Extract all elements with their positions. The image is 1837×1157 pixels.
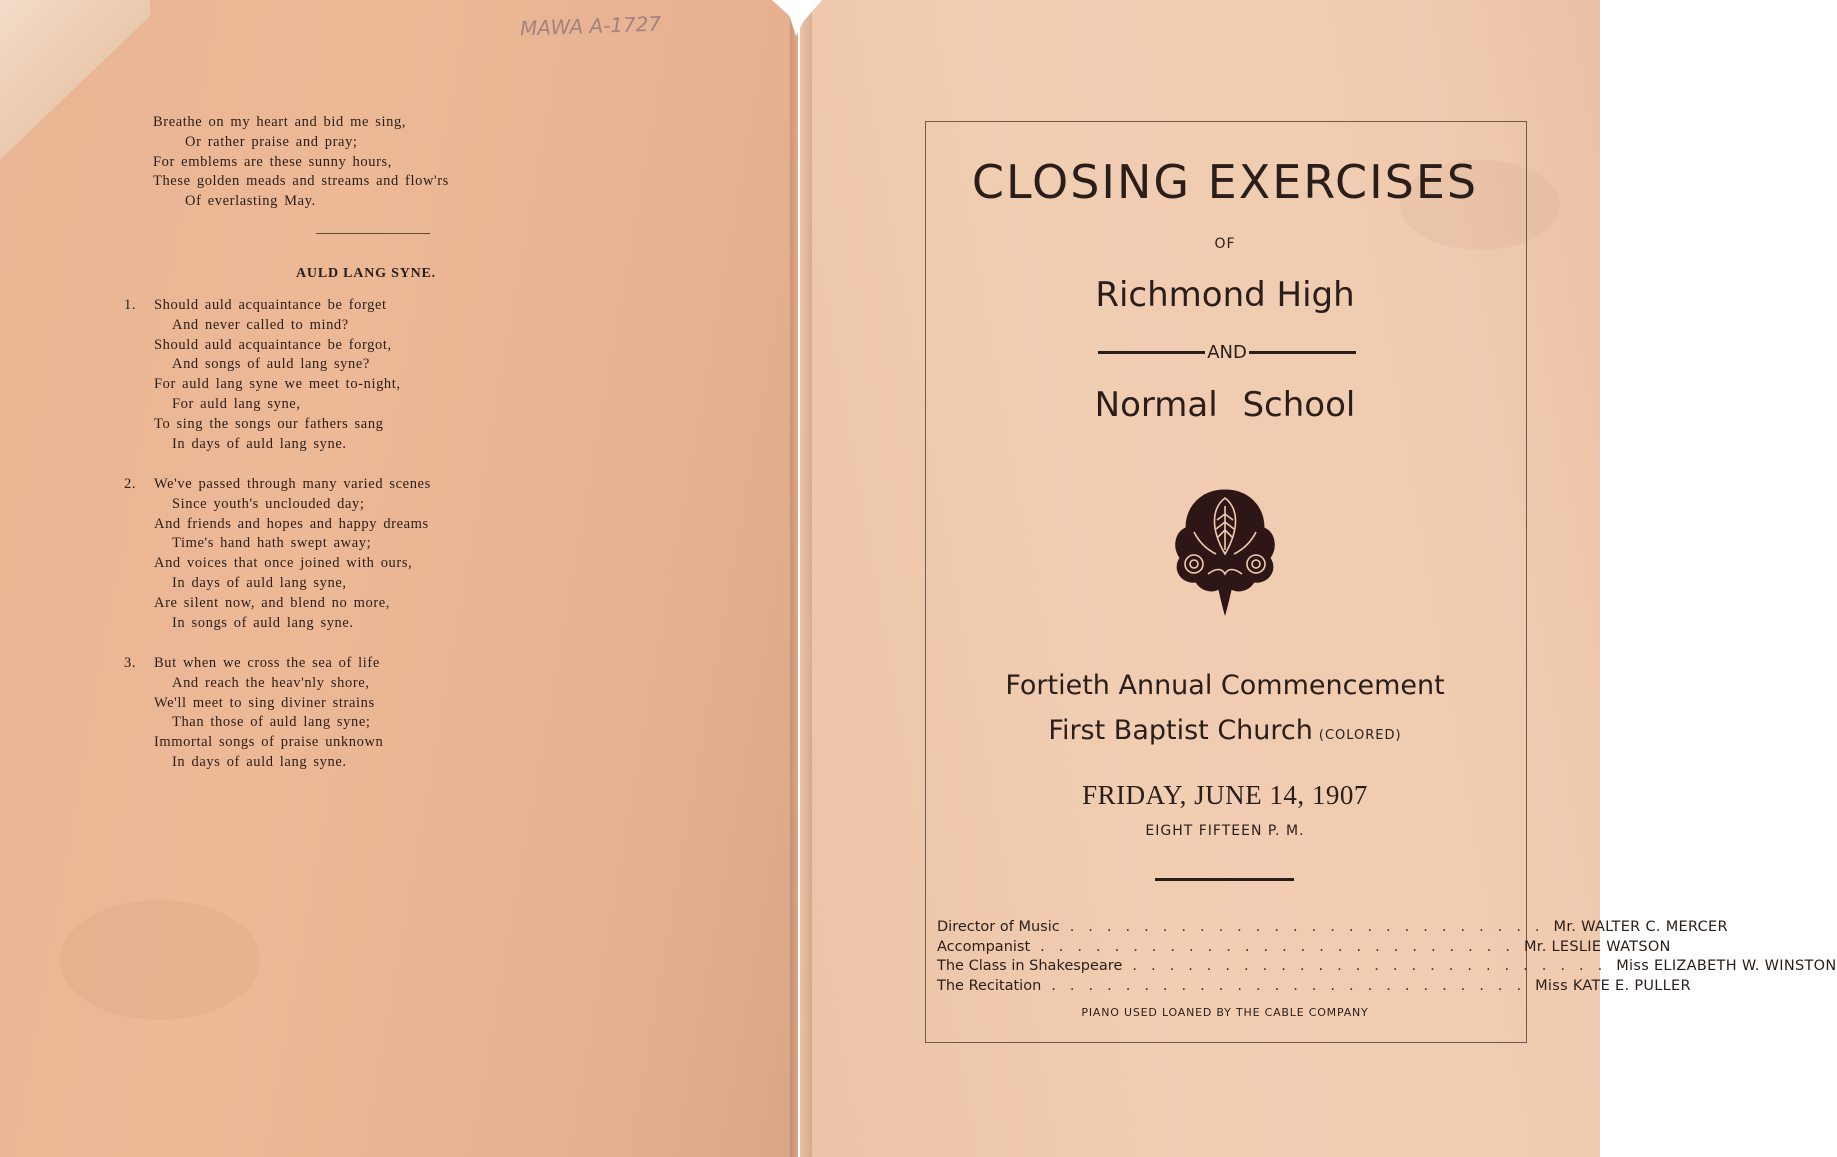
verse-3 (124, 654, 383, 773)
dot-leader: .......................... (1132, 958, 1617, 974)
verse-line: Than those of auld lang syne; (172, 714, 371, 731)
section-divider (316, 233, 430, 234)
verse-1 (124, 296, 401, 454)
verse-line: For auld lang syne, (172, 395, 301, 412)
verse-line: But when we cross the sea of life (154, 655, 380, 671)
and-label: AND (1207, 341, 1247, 363)
credit-name: Mr. WALTER C. MERCER (1553, 919, 1728, 935)
credit-row (937, 938, 1671, 958)
piano-note: PIANO USED LOANED BY THE CABLE COMPANY (1081, 1006, 1369, 1019)
event-date: FRIDAY, JUNE 14, 1907 (1082, 780, 1368, 810)
verse-line: Should auld acquaintance be forgot, (154, 336, 392, 353)
verse-line: To sing the songs our fathers sang (154, 415, 384, 432)
poem-line: Of everlasting May. (185, 193, 316, 210)
section-divider (1155, 878, 1294, 881)
verse-line: Immortal songs of praise unknown (154, 734, 384, 751)
verse-number: 2. (124, 476, 137, 492)
school-name-line1: Richmond High (1095, 275, 1355, 315)
poem-line: These golden meads and streams and flow'rs (153, 173, 449, 190)
verse-line: And never called to mind? (172, 316, 349, 333)
verse-line: We've passed through many varied scenes (154, 476, 431, 492)
credits-list (937, 918, 1837, 996)
verse-number: 1. (124, 297, 137, 313)
verse-line: For auld lang syne we meet to-night, (154, 376, 401, 393)
event-time: EIGHT FIFTEEN P. M. (1145, 823, 1305, 839)
credit-role: Director of Music (937, 919, 1060, 935)
hymn-title: AULD LANG SYNE. (296, 266, 436, 281)
verse-line: Are silent now, and blend no more, (154, 594, 391, 611)
verse-line: And songs of auld lang syne? (172, 356, 370, 373)
divider-bar (1098, 351, 1205, 354)
credit-role: The Class in Shakespeare (937, 958, 1123, 974)
verse-line: Should auld acquaintance be forget (154, 297, 387, 313)
and-divider (1098, 340, 1356, 364)
credit-row (937, 957, 1837, 977)
credit-row (937, 977, 1691, 997)
divider-bar (1249, 351, 1356, 354)
fleuron-icon (1172, 484, 1278, 618)
verse-2 (124, 475, 431, 633)
verse-line: Since youth's unclouded day; (172, 495, 365, 512)
verse-line: In days of auld lang syne. (172, 753, 347, 770)
venue-note: (COLORED) (1318, 728, 1402, 743)
poem-line: Or rather praise and pray; (185, 133, 358, 150)
school-name-line2: Normal School (1094, 385, 1356, 425)
verse-number: 3. (124, 655, 137, 671)
verse-line: In days of auld lang syne, (172, 574, 347, 591)
dot-leader: .......................... (1040, 938, 1524, 955)
paper-stain (60, 900, 260, 1020)
verse-line: And reach the heav'nly shore, (172, 674, 370, 691)
credit-row (937, 918, 1728, 938)
of-label: OF (1214, 236, 1236, 252)
venue-line (925, 715, 1525, 746)
credit-name: Mr. LESLIE WATSON (1524, 938, 1671, 955)
poem-line: Breathe on my heart and bid me sing, (153, 114, 407, 130)
commencement-heading: Fortieth Annual Commencement (1005, 670, 1445, 701)
catalog-mark: MAWA A-1727 (519, 11, 662, 41)
dot-leader: .......................... (1051, 977, 1536, 994)
poem-line: For emblems are these sunny hours, (153, 153, 393, 170)
dot-leader: .......................... (1069, 919, 1554, 935)
credit-name: Miss ELIZABETH W. WINSTON (1616, 958, 1837, 974)
poem-stanza (153, 113, 449, 212)
verse-line: And voices that once joined with ours, (154, 555, 413, 572)
venue-name: First Baptist Church (1048, 715, 1313, 746)
verse-line: And friends and hopes and happy dreams (154, 515, 429, 532)
program-title: CLOSING EXERCISES (971, 155, 1479, 209)
verse-line: Time's hand hath swept away; (172, 535, 372, 552)
credit-role: Accompanist (937, 938, 1031, 955)
credit-name: Miss KATE E. PULLER (1535, 977, 1691, 994)
page-fold (790, 0, 812, 1157)
credit-role: The Recitation (937, 977, 1042, 994)
verse-line: In songs of auld lang syne. (172, 614, 354, 631)
verse-line: We'll meet to sing diviner strains (154, 694, 375, 711)
verse-line: In days of auld lang syne. (172, 435, 347, 452)
